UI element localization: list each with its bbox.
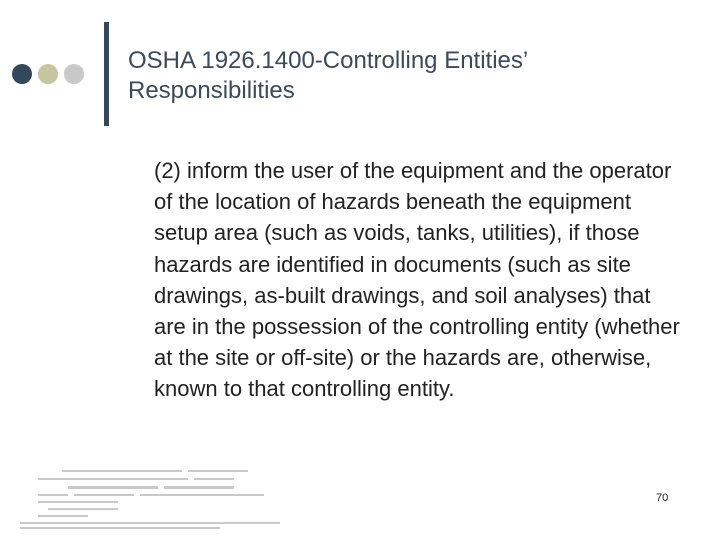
dot-gray-icon bbox=[64, 64, 84, 84]
slide-title: OSHA 1926.1400-Controlling Entities’ Responsibilities bbox=[128, 47, 528, 104]
dot-dark-icon bbox=[12, 64, 32, 84]
slide-body-text: (2) inform the user of the equipment and the operator of the location of hazards beneath the equipment setup area (such as voids, tanks, utilities), if those hazards are identified in documents (such as site drawings, as-built drawings, and soil analyses) that are in the possession of the controlling entity (whether at the site or off-site) or the hazards are, otherwise, known to that controlling entity. bbox=[154, 158, 680, 402]
decorative-dots bbox=[12, 64, 84, 84]
title-divider-bar bbox=[104, 22, 109, 126]
dot-olive-icon bbox=[38, 64, 58, 84]
page-number: 70 bbox=[656, 492, 669, 504]
faded-document-watermark bbox=[18, 468, 288, 530]
